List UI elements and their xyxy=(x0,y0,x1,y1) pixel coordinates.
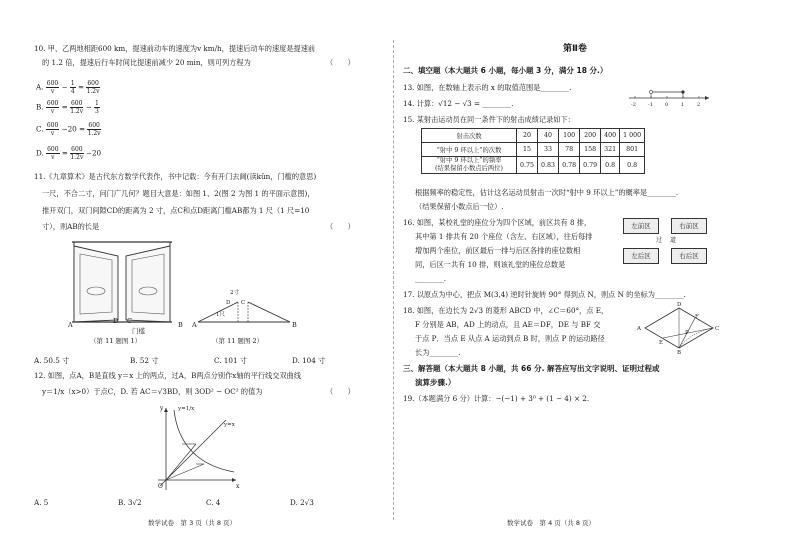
hall-left-front: 左前区 xyxy=(623,218,659,234)
section-3-heading-line2: 演算步骤.） xyxy=(415,378,456,387)
fraction: $\frac{600}{1.2v}$ xyxy=(70,146,84,161)
q10-bracket: （ ） xyxy=(326,58,355,67)
table-cell: 321 xyxy=(601,143,620,157)
fig1-caption: （第 11 题图 1） xyxy=(90,337,142,345)
q11-option-c[interactable]: C. 101 寸 xyxy=(214,356,248,365)
fig1-label-a: A xyxy=(68,321,73,329)
shooting-record-table xyxy=(421,128,645,174)
q18-line2: F 分别是 AB，AD 上的动点，且 AE＝DF，DE 与 BF 交 xyxy=(415,320,601,329)
q15-after-line1: 根据频率的稳定性，估计这名运动员射击一次时“射中 9 环以上”的概率是________. xyxy=(415,188,679,197)
rhombus-label-b: B xyxy=(677,350,682,356)
table-cell: 200 xyxy=(580,129,601,143)
left-page-footer: 数学试卷 第 3 页（共 8 页） xyxy=(148,519,237,527)
table-cell: 0.83 xyxy=(538,157,559,174)
q12-option-a[interactable]: A. 5 xyxy=(34,498,49,507)
fig12-origin-label: O xyxy=(158,483,163,490)
frequency-label: “射中 9 环以上”的频率 xyxy=(436,157,502,164)
left-page xyxy=(0,0,392,560)
q16-line4: 同，后区一共有 10 排，则该礼堂的座位总数是 xyxy=(415,260,566,269)
q17-text: 17. 以原点为中心，把点 M(3,4) 逆时针旋转 90° 得到点 N，则点 N 的坐标为________. xyxy=(403,290,686,299)
section-3-heading-line1: 三、解答题（本大题共 8 小题，共 66 分. 解答应写出文字说明、证明过程或 xyxy=(403,364,660,373)
rhombus-label-e: E xyxy=(659,340,664,346)
fraction: $\frac{600}{1.2v}$ xyxy=(70,100,84,115)
table-row xyxy=(422,143,645,157)
fig12-hyperbola-label: y=1/x xyxy=(178,406,195,412)
q10-option-c[interactable]: C. $\frac{600}{v}$ −20 = $\frac{600}{1.2v}$ xyxy=(36,122,101,137)
rhombus-label-c: C xyxy=(715,326,720,332)
numline-tick-0: 0 xyxy=(665,102,669,108)
right-page xyxy=(397,0,794,560)
q11-bracket: （ ） xyxy=(326,222,355,231)
numline-tick-2: 2 xyxy=(697,102,701,108)
rhombus-label-d: D xyxy=(677,302,682,308)
q18-line3: 于点 P．当点 E 从点 A 运动到点 B 时，则点 P 的运动路径 xyxy=(415,334,605,343)
table-cell: 0.75 xyxy=(517,157,538,174)
rhombus-figure xyxy=(641,304,720,354)
fraction: $\frac{600}{v}$ xyxy=(47,146,59,161)
fraction: $\frac{1}{4}$ xyxy=(70,80,75,95)
q11-option-d[interactable]: D. 104 寸 xyxy=(292,356,326,365)
q11-line2: 一尺，不合二寸，问门广几何？题目大意是：如图 1、2(图 2 为图 1 的平面示意图)， xyxy=(42,189,315,198)
fig1-menkan-label: 门槛 xyxy=(132,327,145,335)
numline-tick-1: 1 xyxy=(681,102,685,108)
hall-aisle-char2: 道 xyxy=(670,237,677,244)
table-cell: 40 xyxy=(538,129,559,143)
fraction: $\frac{600}{v}$ xyxy=(46,80,59,95)
q11-option-a[interactable]: A. 50.5 寸 xyxy=(34,356,70,365)
table-cell: 0.8 xyxy=(620,157,645,174)
q10-option-b[interactable]: B. $\frac{600}{v}$ = $\frac{600}{1.2v}$ − $\frac{1}{3}$ xyxy=(36,100,99,115)
door-figure xyxy=(72,236,176,332)
table-row xyxy=(422,157,645,174)
table-cell: 100 xyxy=(559,129,580,143)
q13-text: 13. 如图，在数轴上表示的 x 的取值范围是________. xyxy=(403,83,572,92)
hyperbola-figure xyxy=(152,404,242,494)
table-cell: 0.8 xyxy=(601,157,620,174)
fig12-x-label: x xyxy=(236,483,240,490)
q19-text: 19.（本题满分 6 分）计算：−(−1) + 3⁰ + (1 − 4) × 2. xyxy=(403,394,590,403)
q12-line1: 12. 如图，点A，B是直线 y＝x 上的两点，过A，B两点分别作x轴的平行线交双曲线 xyxy=(34,371,302,380)
q10-a-label: A. xyxy=(36,82,44,92)
fig12-line-label: y=x xyxy=(224,422,235,428)
hall-right-back: 右后区 xyxy=(671,248,707,264)
q11-line1: 11.《九章算术》是古代东方数学代表作，书中记载：今有开门去阃(读kǔn，门槛的意思) xyxy=(34,172,317,181)
numline-tick-m2: -2 xyxy=(631,102,636,108)
q10-option-d[interactable]: D. $\frac{600}{v}$ = $\frac{600}{1.2v}$ −20 xyxy=(36,146,102,161)
fig12-y-label: y xyxy=(160,405,164,412)
q16-line3: 增加两个座位，前区最后一排与后区各排的座位数相 xyxy=(415,246,581,255)
rhombus-label-a: A xyxy=(637,326,641,332)
q15-text: 15. 某射击运动员在同一条件下的射击成绩记录如下： xyxy=(403,115,575,124)
table-cell: 400 xyxy=(601,129,620,143)
table-cell: 158 xyxy=(580,143,601,157)
table-row-header xyxy=(422,157,517,174)
fig2-label-c: C xyxy=(241,300,246,306)
part-title: 第Ⅱ卷 xyxy=(563,44,587,54)
fig1-label-b: B xyxy=(178,321,183,329)
q11-option-b[interactable]: B. 52 寸 xyxy=(130,356,159,365)
q11-line4: 寸），则AB的长是 xyxy=(42,222,100,231)
q12-line2: y＝1/x（x>0）于点C，D. 若 AC＝√3BD，则 3OD² − OC² 的值为 xyxy=(42,387,263,396)
q16-line5: ________. xyxy=(415,274,447,283)
fig2-label-d: D xyxy=(226,300,231,306)
q10-line2: 的 1.2 倍，提速后行车时间比提速前减少 20 min，则可列方程为 xyxy=(42,58,251,67)
rhombus-label-p: P xyxy=(685,330,689,336)
fig2-caption: （第 11 题图 2） xyxy=(212,337,264,345)
fig2-one-chi-label: 1尺 xyxy=(216,312,225,318)
q12-option-c[interactable]: C. 4 xyxy=(206,498,221,507)
q16-line1: 16. 如图，某校礼堂的座位分为四个区域，前区共有 8 排， xyxy=(403,218,592,227)
q12-option-d[interactable]: D. 2√3 xyxy=(290,498,314,507)
q18-line1: 18. 如图，在边长为 2√3 的菱形 ABCD 中，∠C＝60°，点 E， xyxy=(403,306,609,315)
fraction: $\frac{600}{v}$ xyxy=(46,122,59,137)
table-cell: 0.79 xyxy=(580,157,601,174)
right-page-footer: 数学试卷 第 4 页（共 8 页） xyxy=(507,519,596,527)
q10-line1: 10. 甲、乙两地相距600 km，提速前动车的速度为v km/h，提速后动车的速度是提速前 xyxy=(34,44,316,53)
q10-option-a[interactable]: A. $\frac{600}{v}$ − $\frac{1}{4}$ = $\frac{600}{1.2v}$ xyxy=(36,80,100,95)
q10-b-label: B. xyxy=(36,102,44,112)
fig2-two-cun-label: 2寸 xyxy=(230,290,239,296)
table-row-header: 射击次数 xyxy=(422,129,517,143)
q18-line4: 长为________. xyxy=(415,348,461,357)
q10-d-label: D. xyxy=(36,148,44,158)
section-2-heading: 二、填空题（本大题共 6 小题，每小题 3 分，满分 18 分.） xyxy=(403,66,608,75)
table-cell: 801 xyxy=(620,143,645,157)
table-row-header: “射中 9 环以上”的次数 xyxy=(422,143,517,157)
page-divider xyxy=(393,40,394,520)
fraction: $\frac{600}{1.2v}$ xyxy=(86,80,100,95)
q16-line2: 其中第 1 排共有 20 个座位（含左、右区域），往后每排 xyxy=(415,232,593,241)
table-cell: 1 000 xyxy=(620,129,645,143)
table-cell: 20 xyxy=(517,129,538,143)
frequency-sublabel: (结果保留小数点后两位) xyxy=(435,165,503,172)
numline-tick-m1: -1 xyxy=(648,102,653,108)
q11-line3: 推开双门，双门间隙CD的距离为 2 寸，点C和点D距离门槛AB都为 1 尺（1 尺=10 xyxy=(42,206,310,215)
table-row xyxy=(422,129,645,143)
fraction: $\frac{1}{3}$ xyxy=(95,100,99,115)
q10-c-label: C. xyxy=(36,124,44,134)
q15-after-line2: （结果保留小数点后一位）. xyxy=(415,202,504,211)
rhombus-label-f: F xyxy=(695,314,699,320)
fig2-label-b: B xyxy=(292,321,297,329)
table-cell: 78 xyxy=(559,143,580,157)
fig1-label-d: D xyxy=(113,317,119,325)
table-cell: 33 xyxy=(538,143,559,157)
table-cell: 15 xyxy=(517,143,538,157)
hall-right-front: 右前区 xyxy=(671,218,707,234)
q12-bracket: （ ） xyxy=(326,387,355,396)
q14-text: 14. 计算：√12 − √3 = ________. xyxy=(403,99,514,108)
table-cell: 0.78 xyxy=(559,157,580,174)
hall-aisle-char1: 过 xyxy=(656,237,663,244)
hall-left-back: 左后区 xyxy=(623,248,659,264)
fraction: $\frac{600}{1.2v}$ xyxy=(87,122,101,137)
fig1-label-c: C xyxy=(127,317,132,325)
fraction: $\frac{600}{v}$ xyxy=(46,100,59,115)
fig2-label-a: A xyxy=(192,321,197,329)
q12-option-b[interactable]: B. 3√2 xyxy=(118,498,142,507)
